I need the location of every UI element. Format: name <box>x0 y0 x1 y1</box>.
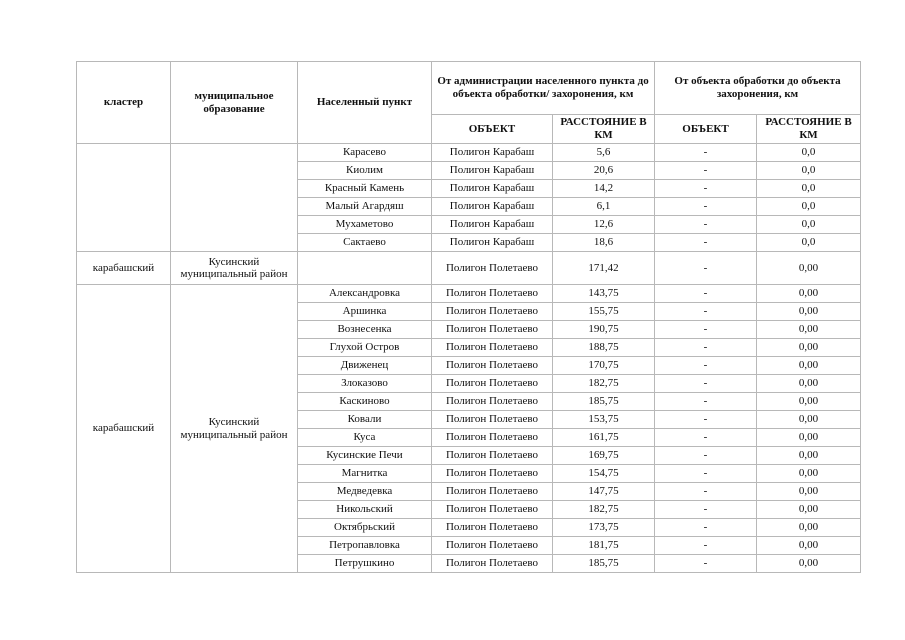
settlement-cell: Кусинские Печи <box>298 447 432 465</box>
object2-cell: - <box>655 285 757 303</box>
distance-cell: 147,75 <box>553 483 655 501</box>
distance-cell: 173,75 <box>553 519 655 537</box>
settlement-cell: Движенец <box>298 357 432 375</box>
object2-cell: - <box>655 252 757 285</box>
distance-table <box>76 61 861 573</box>
object2-cell: - <box>655 357 757 375</box>
settlement-cell: Злоказово <box>298 375 432 393</box>
distance2-cell: 0,0 <box>757 198 861 216</box>
distance2-cell: 0,0 <box>757 144 861 162</box>
object-cell: Полигон Полетаево <box>432 285 553 303</box>
object2-cell: - <box>655 321 757 339</box>
distance2-cell: 0,00 <box>757 465 861 483</box>
object2-cell: - <box>655 519 757 537</box>
object-cell: Полигон Карабаш <box>432 216 553 234</box>
cluster-cell: карабашский <box>77 252 171 285</box>
header-object-1: ОБЪЕКТ <box>432 115 553 144</box>
distance2-cell: 0,00 <box>757 429 861 447</box>
object-cell: Полигон Полетаево <box>432 357 553 375</box>
settlement-cell: Петропавловка <box>298 537 432 555</box>
object-cell: Полигон Полетаево <box>432 483 553 501</box>
object-cell: Полигон Полетаево <box>432 447 553 465</box>
settlement-cell: Никольский <box>298 501 432 519</box>
object2-cell: - <box>655 501 757 519</box>
distance-cell: 171,42 <box>553 252 655 285</box>
distance2-cell: 0,00 <box>757 252 861 285</box>
object-cell: Полигон Полетаево <box>432 375 553 393</box>
settlement-cell: Куса <box>298 429 432 447</box>
settlement-cell: Ковали <box>298 411 432 429</box>
object2-cell: - <box>655 411 757 429</box>
distance2-cell: 0,0 <box>757 180 861 198</box>
object2-cell: - <box>655 144 757 162</box>
object2-cell: - <box>655 447 757 465</box>
object2-cell: - <box>655 429 757 447</box>
object-cell: Полигон Полетаево <box>432 252 553 285</box>
settlement-cell: Петрушкино <box>298 555 432 573</box>
settlement-cell: Александровка <box>298 285 432 303</box>
header-distance-2: РАССТОЯНИЕ В КМ <box>757 115 861 144</box>
object2-cell: - <box>655 303 757 321</box>
object-cell: Полигон Карабаш <box>432 198 553 216</box>
settlement-cell: Магнитка <box>298 465 432 483</box>
object-cell: Полигон Полетаево <box>432 465 553 483</box>
settlement-cell: Сактаево <box>298 234 432 252</box>
header-cluster: кластер <box>77 62 171 144</box>
settlement-cell: Медведевка <box>298 483 432 501</box>
settlement-cell: Киолим <box>298 162 432 180</box>
settlement-cell: Мухаметово <box>298 216 432 234</box>
object2-cell: - <box>655 234 757 252</box>
header-municipality: муниципальное образование <box>171 62 298 144</box>
municipality-cell: Кусинский муниципальный район <box>171 252 298 285</box>
table-body <box>77 144 861 573</box>
object-cell: Полигон Карабаш <box>432 180 553 198</box>
header-distance-1: РАССТОЯНИЕ В КМ <box>553 115 655 144</box>
table-row <box>77 252 861 285</box>
distance2-cell: 0,00 <box>757 321 861 339</box>
object2-cell: - <box>655 555 757 573</box>
distance-cell: 14,2 <box>553 180 655 198</box>
object-cell: Полигон Полетаево <box>432 321 553 339</box>
object2-cell: - <box>655 162 757 180</box>
distance2-cell: 0,00 <box>757 339 861 357</box>
distance-cell: 181,75 <box>553 537 655 555</box>
distance2-cell: 0,00 <box>757 537 861 555</box>
distance2-cell: 0,00 <box>757 393 861 411</box>
object-cell: Полигон Полетаево <box>432 537 553 555</box>
table-row <box>77 144 861 162</box>
distance2-cell: 0,00 <box>757 447 861 465</box>
distance2-cell: 0,00 <box>757 303 861 321</box>
distance2-cell: 0,00 <box>757 375 861 393</box>
distance2-cell: 0,00 <box>757 501 861 519</box>
object2-cell: - <box>655 339 757 357</box>
table-row <box>77 285 861 303</box>
object-cell: Полигон Полетаево <box>432 411 553 429</box>
distance-cell: 6,1 <box>553 198 655 216</box>
distance-cell: 182,75 <box>553 375 655 393</box>
distance2-cell: 0,00 <box>757 483 861 501</box>
distance-cell: 5,6 <box>553 144 655 162</box>
distance2-cell: 0,0 <box>757 234 861 252</box>
settlement-cell: Октябрьский <box>298 519 432 537</box>
object-cell: Полигон Полетаево <box>432 519 553 537</box>
object-cell: Полигон Карабаш <box>432 234 553 252</box>
distance-cell: 169,75 <box>553 447 655 465</box>
object-cell: Полигон Карабаш <box>432 162 553 180</box>
object2-cell: - <box>655 537 757 555</box>
distance-cell: 153,75 <box>553 411 655 429</box>
object2-cell: - <box>655 393 757 411</box>
object-cell: Полигон Полетаево <box>432 393 553 411</box>
object-cell: Полигон Карабаш <box>432 144 553 162</box>
settlement-cell: Глухой Остров <box>298 339 432 357</box>
distance2-cell: 0,00 <box>757 555 861 573</box>
settlement-cell: Каскиново <box>298 393 432 411</box>
distance-cell: 155,75 <box>553 303 655 321</box>
header-from-admin: От администрации населенного пункта до объекта обработки/ захоронения, км <box>432 62 655 115</box>
distance-cell: 20,6 <box>553 162 655 180</box>
distance-cell: 154,75 <box>553 465 655 483</box>
distance-cell: 185,75 <box>553 393 655 411</box>
object-cell: Полигон Полетаево <box>432 429 553 447</box>
header-from-object: От объекта обработки до объекта захоронения, км <box>655 62 861 115</box>
distance-cell: 188,75 <box>553 339 655 357</box>
distance2-cell: 0,00 <box>757 411 861 429</box>
object2-cell: - <box>655 180 757 198</box>
distance-cell: 170,75 <box>553 357 655 375</box>
settlement-cell: Карасево <box>298 144 432 162</box>
settlement-cell: Красный Камень <box>298 180 432 198</box>
object2-cell: - <box>655 216 757 234</box>
settlement-cell: Малый Агардяш <box>298 198 432 216</box>
object-cell: Полигон Полетаево <box>432 303 553 321</box>
distance-cell: 185,75 <box>553 555 655 573</box>
distance-cell: 12,6 <box>553 216 655 234</box>
distance2-cell: 0,0 <box>757 216 861 234</box>
distance2-cell: 0,00 <box>757 357 861 375</box>
distance-cell: 161,75 <box>553 429 655 447</box>
cluster-cell: карабашский <box>77 285 171 573</box>
object2-cell: - <box>655 198 757 216</box>
municipality-cell-empty <box>171 144 298 252</box>
object-cell: Полигон Полетаево <box>432 339 553 357</box>
settlement-cell: Вознесенка <box>298 321 432 339</box>
header-settlement: Населенный пункт <box>298 62 432 144</box>
header-object-2: ОБЪЕКТ <box>655 115 757 144</box>
distance-cell: 143,75 <box>553 285 655 303</box>
settlement-cell: Аршинка <box>298 303 432 321</box>
distance2-cell: 0,00 <box>757 519 861 537</box>
distance-cell: 190,75 <box>553 321 655 339</box>
object2-cell: - <box>655 375 757 393</box>
object2-cell: - <box>655 465 757 483</box>
object2-cell: - <box>655 483 757 501</box>
distance-cell: 182,75 <box>553 501 655 519</box>
municipality-cell: Кусинский муниципальный район <box>171 285 298 573</box>
object-cell: Полигон Полетаево <box>432 555 553 573</box>
settlement-cell <box>298 252 432 285</box>
distance2-cell: 0,0 <box>757 162 861 180</box>
cluster-cell-empty <box>77 144 171 252</box>
distance2-cell: 0,00 <box>757 285 861 303</box>
distance-cell: 18,6 <box>553 234 655 252</box>
object-cell: Полигон Полетаево <box>432 501 553 519</box>
